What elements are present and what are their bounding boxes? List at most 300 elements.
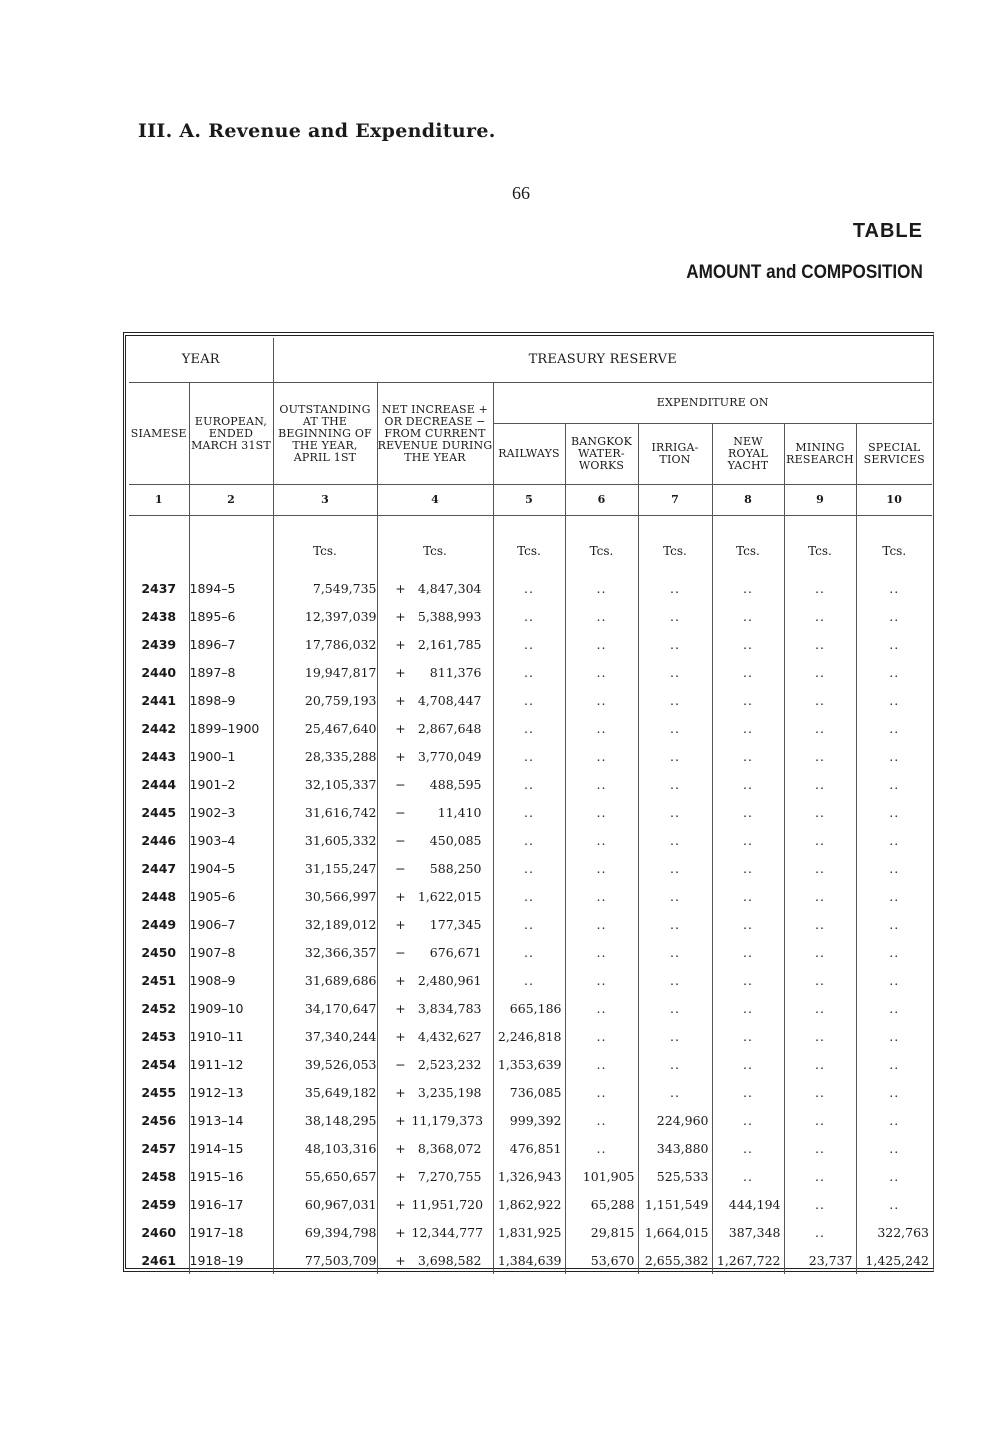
header-irrigation: IRRIGA-TION (638, 424, 712, 485)
expenditure-water-cell: .. (565, 910, 638, 938)
net-change-sign: + (395, 636, 406, 652)
table-row (129, 1106, 932, 1134)
net-change-amount: 3,834,783 (417, 1000, 482, 1016)
expenditure-yacht-cell: .. (712, 994, 784, 1022)
table-row (129, 826, 932, 854)
siamese-year-cell: 2442 (141, 720, 177, 736)
table-row (129, 994, 932, 1022)
column-number: 1 (129, 485, 189, 516)
european-year-cell: 1918–19 (189, 1246, 273, 1274)
expenditure-yacht-cell: .. (712, 798, 784, 826)
table-row (129, 1134, 932, 1162)
european-year-cell: 1900–1 (189, 742, 273, 770)
expenditure-mining-cell: .. (784, 1218, 856, 1246)
outstanding-cell: 35,649,182 (273, 1078, 377, 1106)
european-year-cell: 1917–18 (189, 1218, 273, 1246)
net-change-cell (377, 1218, 493, 1246)
expenditure-railways-cell: .. (493, 798, 565, 826)
expenditure-water-cell: 101,905 (565, 1162, 638, 1190)
net-change-sign: + (395, 664, 406, 680)
net-change-amount: 7,270,755 (417, 1168, 482, 1184)
table-row (129, 1162, 932, 1190)
expenditure-irrigation-cell: .. (638, 770, 712, 798)
expenditure-mining-cell: 23,737 (784, 1246, 856, 1274)
european-year-cell: 1914–15 (189, 1134, 273, 1162)
european-year-cell: 1910–11 (189, 1022, 273, 1050)
expenditure-water-cell: 65,288 (565, 1190, 638, 1218)
net-change-sign: + (395, 1028, 406, 1044)
european-year-cell: 1902–3 (189, 798, 273, 826)
header-net-change: NET INCREASE + OR DECREASE − FROM CURRENT REVENUE DURING THE YEAR (377, 383, 493, 485)
expenditure-special-cell: .. (856, 994, 932, 1022)
expenditure-railways-cell: 1,862,922 (493, 1190, 565, 1218)
european-year-cell: 1913–14 (189, 1106, 273, 1134)
expenditure-water-cell: .. (565, 1022, 638, 1050)
siamese-year-cell: 2441 (141, 692, 177, 708)
section-title: III. A. Revenue and Expenditure. (138, 120, 496, 142)
expenditure-yacht-cell: .. (712, 1078, 784, 1106)
siamese-year-cell: 2453 (141, 1028, 177, 1044)
outstanding-cell: 12,397,039 (273, 602, 377, 630)
net-change-cell (377, 770, 493, 798)
expenditure-water-cell: .. (565, 1050, 638, 1078)
siamese-year-cell: 2451 (141, 972, 177, 988)
expenditure-irrigation-cell: 1,151,549 (638, 1190, 712, 1218)
expenditure-special-cell: .. (856, 714, 932, 742)
siamese-year-cell: 2460 (141, 1224, 177, 1240)
expenditure-water-cell: .. (565, 1078, 638, 1106)
expenditure-railways-cell: .. (493, 966, 565, 994)
expenditure-railways-cell: .. (493, 910, 565, 938)
header-outstanding: OUTSTANDING AT THE BEGINNING OF THE YEAR, APRIL 1ST (273, 383, 377, 485)
table-row (129, 686, 932, 714)
european-year-cell: 1908–9 (189, 966, 273, 994)
expenditure-mining-cell: .. (784, 994, 856, 1022)
net-change-amount: 588,250 (429, 860, 482, 876)
expenditure-irrigation-cell: .. (638, 714, 712, 742)
siamese-year-cell: 2452 (141, 1000, 177, 1016)
net-change-sign: − (395, 804, 406, 820)
column-number: 5 (493, 485, 565, 516)
expenditure-special-cell: .. (856, 798, 932, 826)
expenditure-railways-cell: .. (493, 770, 565, 798)
net-change-cell (377, 910, 493, 938)
expenditure-special-cell: .. (856, 742, 932, 770)
expenditure-yacht-cell: .. (712, 742, 784, 770)
expenditure-mining-cell: .. (784, 1134, 856, 1162)
siamese-year-cell: 2456 (141, 1112, 177, 1128)
expenditure-special-cell: .. (856, 1190, 932, 1218)
table-row (129, 1078, 932, 1106)
net-change-cell (377, 1078, 493, 1106)
expenditure-water-cell: .. (565, 1134, 638, 1162)
outstanding-cell: 32,366,357 (273, 938, 377, 966)
expenditure-special-cell: .. (856, 882, 932, 910)
net-change-sign: + (395, 720, 406, 736)
expenditure-mining-cell: .. (784, 966, 856, 994)
net-change-cell (377, 742, 493, 770)
outstanding-cell: 32,105,337 (273, 770, 377, 798)
net-change-sign: − (395, 832, 406, 848)
expenditure-railways-cell: 1,831,925 (493, 1218, 565, 1246)
expenditure-irrigation-cell: .. (638, 574, 712, 602)
european-year-cell: 1915–16 (189, 1162, 273, 1190)
table-row (129, 1050, 932, 1078)
expenditure-yacht-cell: .. (712, 1050, 784, 1078)
outstanding-cell: 34,170,647 (273, 994, 377, 1022)
unit-label: Tcs. (638, 516, 712, 575)
outstanding-cell: 31,155,247 (273, 854, 377, 882)
header-bangkok-water: BANGKOK WATER-WORKS (565, 424, 638, 485)
outstanding-cell: 38,148,295 (273, 1106, 377, 1134)
european-year-cell: 1906–7 (189, 910, 273, 938)
net-change-cell (377, 798, 493, 826)
net-change-sign: − (395, 1056, 406, 1072)
net-change-amount: 1,622,015 (417, 888, 482, 904)
net-change-cell (377, 966, 493, 994)
expenditure-yacht-cell: .. (712, 574, 784, 602)
outstanding-cell: 20,759,193 (273, 686, 377, 714)
expenditure-special-cell: .. (856, 1134, 932, 1162)
net-change-amount: 2,523,232 (417, 1056, 482, 1072)
siamese-year-cell: 2444 (141, 776, 177, 792)
siamese-year-cell: 2454 (141, 1056, 177, 1072)
expenditure-railways-cell: .. (493, 686, 565, 714)
net-change-sign: + (395, 692, 406, 708)
expenditure-water-cell: .. (565, 742, 638, 770)
siamese-year-cell: 2446 (141, 832, 177, 848)
european-year-cell: 1899–1900 (189, 714, 273, 742)
european-year-cell: 1911–12 (189, 1050, 273, 1078)
expenditure-special-cell: 1,425,242 (856, 1246, 932, 1274)
european-year-cell: 1909–10 (189, 994, 273, 1022)
table-row (129, 1022, 932, 1050)
siamese-year-cell: 2437 (141, 580, 177, 596)
expenditure-yacht-cell: 1,267,722 (712, 1246, 784, 1274)
net-change-amount: 8,368,072 (417, 1140, 482, 1156)
table-row (129, 770, 932, 798)
header-year: YEAR (129, 338, 273, 383)
expenditure-mining-cell: .. (784, 714, 856, 742)
expenditure-railways-cell: .. (493, 854, 565, 882)
expenditure-mining-cell: .. (784, 770, 856, 798)
net-change-amount: 177,345 (429, 916, 482, 932)
european-year-cell: 1896–7 (189, 630, 273, 658)
expenditure-water-cell: .. (565, 686, 638, 714)
outstanding-cell: 17,786,032 (273, 630, 377, 658)
header-treasury-reserve: TREASURY RESERVE (273, 338, 932, 383)
table-row (129, 798, 932, 826)
expenditure-yacht-cell: .. (712, 966, 784, 994)
expenditure-water-cell: .. (565, 938, 638, 966)
expenditure-railways-cell: .. (493, 658, 565, 686)
unit-label (189, 516, 273, 575)
expenditure-yacht-cell: .. (712, 910, 784, 938)
expenditure-yacht-cell: .. (712, 714, 784, 742)
net-change-sign: + (395, 1084, 406, 1100)
expenditure-irrigation-cell: .. (638, 742, 712, 770)
expenditure-special-cell: .. (856, 1162, 932, 1190)
outstanding-cell: 69,394,798 (273, 1218, 377, 1246)
expenditure-special-cell: .. (856, 1106, 932, 1134)
expenditure-railways-cell: 1,326,943 (493, 1162, 565, 1190)
expenditure-yacht-cell: .. (712, 658, 784, 686)
net-change-amount: 450,085 (429, 832, 482, 848)
net-change-amount: 11,179,373 (411, 1112, 484, 1128)
header-european: EUROPEAN, ENDED MARCH 31ST (189, 383, 273, 485)
net-change-amount: 11,951,720 (411, 1196, 484, 1212)
unit-label: Tcs. (377, 516, 493, 575)
table-row (129, 742, 932, 770)
net-change-sign: + (395, 916, 406, 932)
table-row (129, 882, 932, 910)
siamese-year-cell: 2450 (141, 944, 177, 960)
expenditure-irrigation-cell: .. (638, 854, 712, 882)
net-change-amount: 2,480,961 (417, 972, 482, 988)
expenditure-irrigation-cell: .. (638, 966, 712, 994)
outstanding-cell: 37,340,244 (273, 1022, 377, 1050)
net-change-sign: + (395, 1224, 406, 1240)
siamese-year-cell: 2440 (141, 664, 177, 680)
expenditure-irrigation-cell: .. (638, 630, 712, 658)
net-change-sign: + (395, 888, 406, 904)
net-change-sign: + (395, 1140, 406, 1156)
european-year-cell: 1903–4 (189, 826, 273, 854)
european-year-cell: 1901–2 (189, 770, 273, 798)
table-row (129, 1246, 932, 1274)
table-row (129, 1218, 932, 1246)
expenditure-irrigation-cell: 525,533 (638, 1162, 712, 1190)
expenditure-yacht-cell: .. (712, 770, 784, 798)
column-number: 3 (273, 485, 377, 516)
expenditure-water-cell: .. (565, 798, 638, 826)
expenditure-yacht-cell: .. (712, 1106, 784, 1134)
outstanding-cell: 7,549,735 (273, 574, 377, 602)
expenditure-irrigation-cell: 224,960 (638, 1106, 712, 1134)
expenditure-railways-cell: .. (493, 742, 565, 770)
net-change-amount: 2,867,648 (417, 720, 482, 736)
expenditure-special-cell: .. (856, 574, 932, 602)
net-change-cell (377, 1050, 493, 1078)
net-change-sign: − (395, 776, 406, 792)
expenditure-water-cell: .. (565, 770, 638, 798)
expenditure-irrigation-cell: .. (638, 798, 712, 826)
expenditure-water-cell: .. (565, 1106, 638, 1134)
net-change-cell (377, 714, 493, 742)
siamese-year-cell: 2438 (141, 608, 177, 624)
expenditure-railways-cell: 1,353,639 (493, 1050, 565, 1078)
column-number: 10 (856, 485, 932, 516)
european-year-cell: 1894–5 (189, 574, 273, 602)
siamese-year-cell: 2461 (141, 1252, 177, 1268)
net-change-amount: 3,770,049 (417, 748, 482, 764)
net-change-cell (377, 882, 493, 910)
expenditure-irrigation-cell: .. (638, 602, 712, 630)
expenditure-mining-cell: .. (784, 910, 856, 938)
expenditure-railways-cell: .. (493, 630, 565, 658)
net-change-cell (377, 1106, 493, 1134)
expenditure-railways-cell: 476,851 (493, 1134, 565, 1162)
table-row (129, 630, 932, 658)
net-change-sign: + (395, 1112, 406, 1128)
header-royal-yacht: NEW ROYAL YACHT (712, 424, 784, 485)
net-change-sign: + (395, 748, 406, 764)
expenditure-special-cell: .. (856, 686, 932, 714)
net-change-amount: 3,235,198 (417, 1084, 482, 1100)
net-change-cell (377, 658, 493, 686)
revenue-table (129, 338, 932, 1274)
unit-label: Tcs. (712, 516, 784, 575)
european-year-cell: 1904–5 (189, 854, 273, 882)
expenditure-water-cell: .. (565, 966, 638, 994)
expenditure-mining-cell: .. (784, 658, 856, 686)
net-change-amount: 811,376 (429, 664, 482, 680)
net-change-cell (377, 574, 493, 602)
expenditure-irrigation-cell: .. (638, 938, 712, 966)
table-row (129, 574, 932, 602)
expenditure-yacht-cell: 444,194 (712, 1190, 784, 1218)
expenditure-railways-cell: .. (493, 714, 565, 742)
header-railways: RAILWAYS (493, 424, 565, 485)
expenditure-special-cell: .. (856, 1022, 932, 1050)
expenditure-water-cell: .. (565, 658, 638, 686)
expenditure-water-cell: .. (565, 882, 638, 910)
table-row (129, 602, 932, 630)
siamese-year-cell: 2455 (141, 1084, 177, 1100)
outstanding-cell: 39,526,053 (273, 1050, 377, 1078)
siamese-year-cell: 2448 (141, 888, 177, 904)
expenditure-irrigation-cell: .. (638, 1050, 712, 1078)
european-year-cell: 1897–8 (189, 658, 273, 686)
expenditure-mining-cell: .. (784, 1022, 856, 1050)
expenditure-irrigation-cell: 343,880 (638, 1134, 712, 1162)
expenditure-water-cell: 29,815 (565, 1218, 638, 1246)
net-change-amount: 676,671 (429, 944, 482, 960)
column-number: 6 (565, 485, 638, 516)
header-siamese: SIAMESE (129, 383, 189, 485)
net-change-cell (377, 854, 493, 882)
expenditure-irrigation-cell: .. (638, 1022, 712, 1050)
net-change-cell (377, 1190, 493, 1218)
net-change-cell (377, 1134, 493, 1162)
net-change-amount: 2,161,785 (417, 636, 482, 652)
siamese-year-cell: 2443 (141, 748, 177, 764)
expenditure-irrigation-cell: .. (638, 658, 712, 686)
expenditure-irrigation-cell: .. (638, 826, 712, 854)
expenditure-special-cell: .. (856, 1050, 932, 1078)
expenditure-yacht-cell: .. (712, 938, 784, 966)
expenditure-water-cell: .. (565, 714, 638, 742)
net-change-cell (377, 1162, 493, 1190)
table-row (129, 910, 932, 938)
net-change-cell (377, 938, 493, 966)
expenditure-yacht-cell: .. (712, 826, 784, 854)
expenditure-yacht-cell: .. (712, 854, 784, 882)
net-change-cell (377, 1246, 493, 1274)
column-number: 2 (189, 485, 273, 516)
expenditure-mining-cell: .. (784, 742, 856, 770)
expenditure-railways-cell: 1,384,639 (493, 1246, 565, 1274)
expenditure-mining-cell: .. (784, 826, 856, 854)
expenditure-yacht-cell: .. (712, 630, 784, 658)
net-change-cell (377, 826, 493, 854)
net-change-cell (377, 602, 493, 630)
outstanding-cell: 30,566,997 (273, 882, 377, 910)
expenditure-mining-cell: .. (784, 1162, 856, 1190)
expenditure-special-cell: .. (856, 966, 932, 994)
expenditure-railways-cell: .. (493, 882, 565, 910)
siamese-year-cell: 2447 (141, 860, 177, 876)
expenditure-railways-cell: .. (493, 826, 565, 854)
expenditure-water-cell: .. (565, 630, 638, 658)
expenditure-railways-cell: .. (493, 574, 565, 602)
expenditure-special-cell: .. (856, 826, 932, 854)
expenditure-yacht-cell: .. (712, 686, 784, 714)
page-number: 66 (512, 183, 530, 203)
expenditure-water-cell: 53,670 (565, 1246, 638, 1274)
table-caption: AMOUNT and COMPOSITION (686, 262, 923, 283)
unit-label: Tcs. (856, 516, 932, 575)
net-change-amount: 4,432,627 (417, 1028, 482, 1044)
table-row (129, 966, 932, 994)
net-change-sign: + (395, 580, 406, 596)
expenditure-irrigation-cell: .. (638, 910, 712, 938)
net-change-amount: 5,388,993 (417, 608, 482, 624)
table-row (129, 714, 932, 742)
outstanding-cell: 55,650,657 (273, 1162, 377, 1190)
expenditure-irrigation-cell: 2,655,382 (638, 1246, 712, 1274)
net-change-cell (377, 994, 493, 1022)
table-row (129, 938, 932, 966)
outstanding-cell: 77,503,709 (273, 1246, 377, 1274)
expenditure-mining-cell: .. (784, 574, 856, 602)
header-special: SPECIAL SERVICES (856, 424, 932, 485)
expenditure-mining-cell: .. (784, 602, 856, 630)
expenditure-yacht-cell: .. (712, 1134, 784, 1162)
net-change-amount: 4,708,447 (417, 692, 482, 708)
expenditure-railways-cell: .. (493, 938, 565, 966)
column-number: 7 (638, 485, 712, 516)
outstanding-cell: 31,605,332 (273, 826, 377, 854)
expenditure-railways-cell: .. (493, 602, 565, 630)
expenditure-railways-cell: 736,085 (493, 1078, 565, 1106)
expenditure-mining-cell: .. (784, 882, 856, 910)
expenditure-railways-cell: 2,246,818 (493, 1022, 565, 1050)
expenditure-yacht-cell: .. (712, 1022, 784, 1050)
expenditure-yacht-cell: .. (712, 1162, 784, 1190)
expenditure-railways-cell: 665,186 (493, 994, 565, 1022)
net-change-amount: 12,344,777 (411, 1224, 484, 1240)
expenditure-irrigation-cell: .. (638, 994, 712, 1022)
expenditure-water-cell: .. (565, 854, 638, 882)
siamese-year-cell: 2445 (141, 804, 177, 820)
table-row (129, 854, 932, 882)
net-change-amount: 488,595 (429, 776, 482, 792)
table-label: TABLE (852, 220, 923, 242)
outstanding-cell: 25,467,640 (273, 714, 377, 742)
european-year-cell: 1898–9 (189, 686, 273, 714)
expenditure-special-cell: .. (856, 658, 932, 686)
net-change-sign: − (395, 860, 406, 876)
unit-label: Tcs. (565, 516, 638, 575)
unit-label: Tcs. (493, 516, 565, 575)
expenditure-mining-cell: .. (784, 1190, 856, 1218)
net-change-sign: + (395, 608, 406, 624)
expenditure-irrigation-cell: .. (638, 686, 712, 714)
expenditure-special-cell: .. (856, 1078, 932, 1106)
outstanding-cell: 28,335,288 (273, 742, 377, 770)
expenditure-special-cell: .. (856, 938, 932, 966)
